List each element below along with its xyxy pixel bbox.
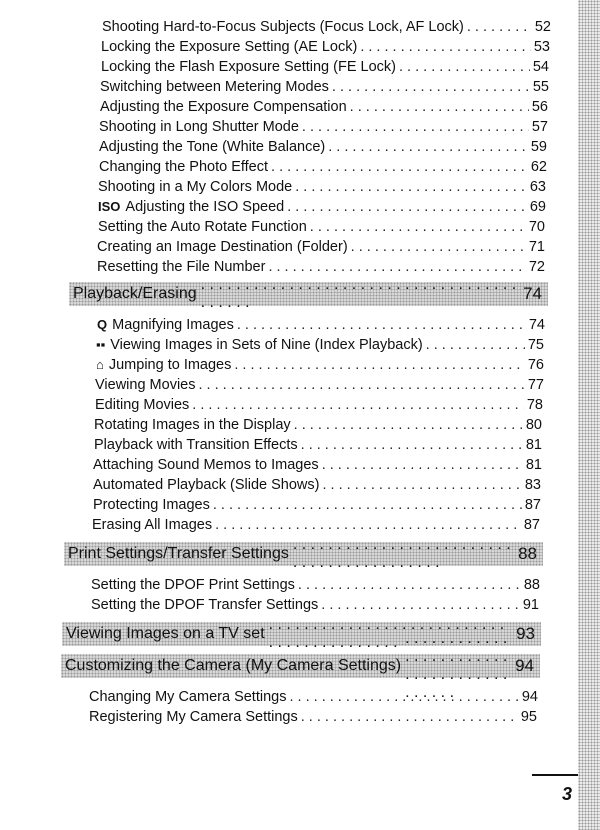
dot-leader — [215, 516, 521, 534]
jump-icon: ⌂ — [96, 357, 104, 372]
dot-leader — [426, 336, 525, 354]
toc-entry[interactable] — [91, 596, 539, 614]
entry-title: Viewing Images in Sets of Nine (Index Playback) — [110, 337, 423, 353]
dot-leader — [289, 688, 518, 706]
toc-entry[interactable] — [93, 496, 541, 514]
dot-leader — [294, 416, 523, 434]
entry-title: Protecting Images — [93, 497, 210, 513]
entry-title: Shooting Hard-to-Focus Subjects (Focus Lock, AF Lock) — [102, 19, 464, 35]
toc-entry[interactable] — [99, 118, 548, 136]
toc-entry[interactable] — [94, 416, 542, 434]
toc-entry[interactable] — [89, 688, 538, 706]
entry-title: Playback with Transition Effects — [94, 437, 298, 453]
entry-title: Jumping to Images — [108, 357, 232, 373]
entry-title: Locking the Flash Exposure Setting (FE Lock) — [101, 59, 396, 75]
entry-title: Locking the Exposure Setting (AE Lock) — [101, 39, 358, 55]
dot-leader — [201, 276, 519, 312]
section-page: 94 — [515, 656, 534, 675]
entry-page: 62 — [530, 159, 547, 175]
toc-entry[interactable] — [91, 576, 540, 594]
dot-leader — [271, 158, 528, 176]
entry-page: 70 — [528, 219, 545, 235]
entry-page: 83 — [524, 477, 541, 493]
entry-page: 87 — [524, 497, 541, 513]
dot-leader — [287, 198, 527, 216]
entry-page: 81 — [525, 437, 542, 453]
toc-entry[interactable] — [102, 18, 551, 36]
dot-leader — [322, 456, 523, 474]
dot-leader — [192, 396, 524, 414]
entry-page: 57 — [531, 119, 548, 135]
page-number: 3 — [561, 784, 572, 804]
dot-leader — [321, 596, 520, 614]
section-header-print[interactable] — [64, 542, 543, 566]
dot-leader — [302, 118, 529, 136]
dot-leader — [399, 58, 530, 76]
entry-title: Adjusting the Tone (White Balance) — [99, 139, 326, 155]
entry-title: Editing Movies — [95, 397, 190, 413]
dot-leader — [198, 376, 524, 394]
dot-leader — [234, 356, 524, 374]
entry-title: Attaching Sound Memos to Images — [93, 457, 319, 473]
toc-entry[interactable] — [97, 238, 545, 256]
entry-title: Setting the DPOF Transfer Settings — [91, 597, 319, 613]
entry-page: 71 — [528, 239, 545, 255]
section-title: Viewing Images on a TV set — [66, 625, 265, 642]
entry-page: 94 — [521, 689, 538, 705]
toc-entry[interactable] — [100, 98, 548, 116]
dot-leader — [310, 218, 526, 236]
section-page: 93 — [516, 624, 535, 643]
entry-page: 59 — [530, 139, 547, 155]
entry-page: 75 — [527, 337, 544, 353]
dot-leader — [237, 316, 526, 334]
toc-entry[interactable] — [101, 38, 550, 56]
magnify-icon: Q — [97, 317, 108, 332]
entry-title: Setting the DPOF Print Settings — [91, 577, 295, 593]
entry-page: 95 — [520, 709, 537, 725]
entry-title: Viewing Movies — [95, 377, 196, 393]
index-grid-icon: ▪▪ — [96, 337, 106, 352]
entry-page: 80 — [525, 417, 542, 433]
toc-entry[interactable] — [97, 258, 545, 276]
entry-title: Registering My Camera Settings — [89, 709, 298, 725]
section-page: 74 — [523, 284, 542, 303]
toc-entry[interactable] — [96, 356, 544, 374]
dot-leader — [351, 238, 526, 256]
toc-entry[interactable] — [98, 218, 545, 236]
dot-leader — [332, 78, 530, 96]
toc-entry[interactable] — [93, 456, 542, 474]
toc-entry[interactable] — [94, 436, 542, 454]
section-title: Customizing the Camera (My Camera Settings) — [65, 657, 402, 674]
entry-title: Switching between Metering Modes — [100, 79, 329, 95]
toc-entry[interactable] — [96, 336, 544, 354]
dot-leader — [301, 708, 518, 726]
entry-page: 88 — [523, 577, 540, 593]
dot-leader — [298, 576, 521, 594]
entry-title: Shooting in Long Shutter Mode — [99, 119, 299, 135]
entry-page: 76 — [527, 357, 544, 373]
toc-entry[interactable] — [89, 708, 537, 726]
dot-leader — [350, 98, 529, 116]
entry-title: Adjusting the ISO Speed — [125, 199, 285, 215]
toc-entry[interactable] — [100, 78, 549, 96]
entry-title: Shooting in a My Colors Mode — [98, 179, 293, 195]
entry-page: 54 — [532, 59, 549, 75]
entry-page: 78 — [526, 397, 543, 413]
dot-leader — [301, 436, 523, 454]
toc-entry[interactable] — [92, 516, 540, 534]
entry-title: Resetting the File Number — [97, 259, 266, 275]
dot-leader — [293, 536, 514, 572]
entry-page: 52 — [534, 19, 551, 35]
toc-entry[interactable] — [95, 396, 543, 414]
dot-leader — [328, 138, 528, 156]
entry-page: 87 — [523, 517, 540, 533]
entry-title: Setting the Auto Rotate Function — [98, 219, 307, 235]
entry-page: 55 — [532, 79, 549, 95]
entry-page: 72 — [528, 259, 545, 275]
toc-entry[interactable] — [99, 158, 547, 176]
toc-entry[interactable] — [98, 198, 546, 216]
dot-leader — [213, 496, 522, 514]
entry-title: Changing the Photo Effect — [99, 159, 269, 175]
page-number-rule — [532, 774, 578, 776]
dot-leader — [322, 476, 521, 494]
dot-leader — [295, 178, 527, 196]
page-edge-texture — [578, 0, 600, 830]
entry-title: Automated Playback (Slide Shows) — [93, 477, 320, 493]
section-title: Print Settings/Transfer Settings — [68, 545, 289, 562]
entry-title: Creating an Image Destination (Folder) — [97, 239, 348, 255]
toc-entry[interactable] — [95, 376, 544, 394]
entry-title: Magnifying Images — [112, 317, 234, 333]
entry-page: 74 — [528, 317, 545, 333]
toc-entry[interactable] — [99, 138, 547, 156]
dot-leader — [360, 38, 531, 56]
entry-page: 63 — [529, 179, 546, 195]
toc-entry[interactable] — [101, 58, 549, 76]
section-title: Playback/Erasing — [73, 285, 197, 302]
entry-title: Rotating Images in the Display — [94, 417, 291, 433]
entry-title: Changing My Camera Settings — [89, 689, 287, 705]
dot-leader — [467, 18, 532, 36]
entry-page: 69 — [529, 199, 546, 215]
entry-page: 91 — [522, 597, 539, 613]
section-header-playback[interactable] — [69, 282, 548, 306]
dot-leader — [268, 258, 525, 276]
entry-page: 81 — [525, 457, 542, 473]
toc-entry[interactable] — [98, 178, 546, 196]
entry-page: 53 — [533, 39, 550, 55]
entry-page: 77 — [527, 377, 544, 393]
toc-entry[interactable] — [93, 476, 541, 494]
toc-entry[interactable] — [97, 316, 545, 334]
entry-title: Erasing All Images — [92, 517, 213, 533]
section-page: 88 — [518, 544, 537, 563]
section-header-customize[interactable] — [61, 654, 540, 678]
entry-page: 56 — [531, 99, 548, 115]
iso-icon: ISO — [98, 199, 121, 214]
entry-title: Adjusting the Exposure Compensation — [100, 99, 347, 115]
